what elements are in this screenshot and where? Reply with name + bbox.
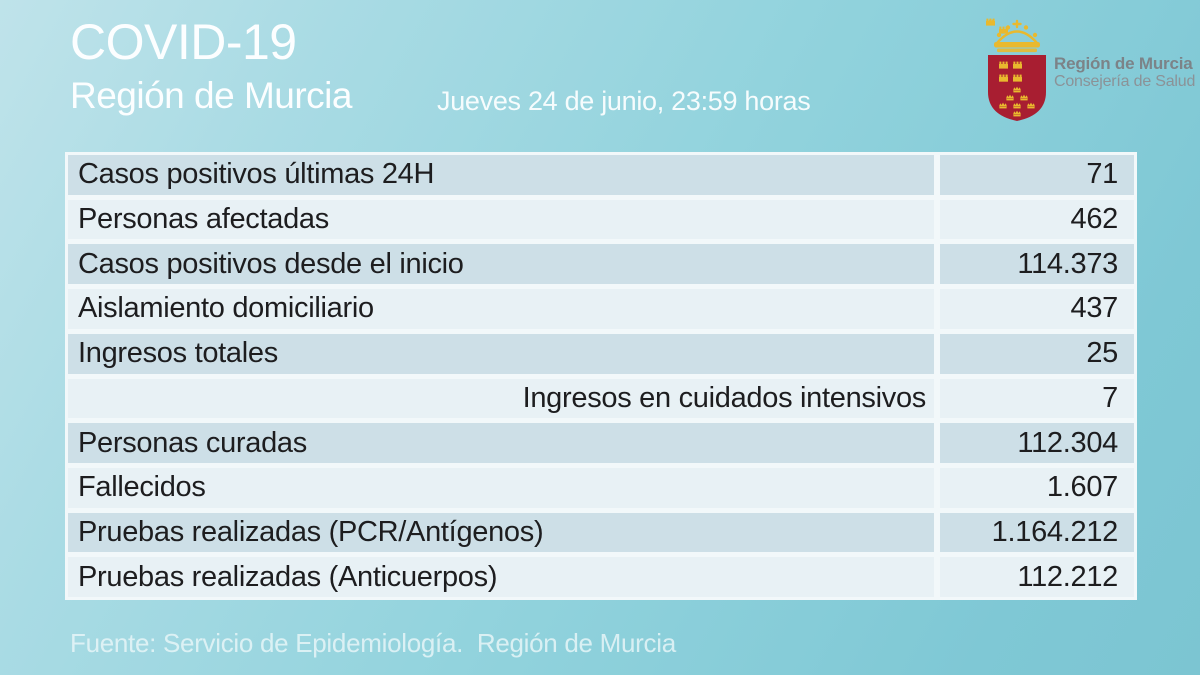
row-label: Casos positivos desde el inicio [68,244,934,284]
row-label: Ingresos en cuidados intensivos [68,379,934,419]
row-value: 114.373 [940,244,1134,284]
page-title: COVID-19 [70,14,297,70]
row-value: 25 [940,334,1134,374]
row-label: Aislamiento domiciliario [68,289,934,329]
row-label: Pruebas realizadas (Anticuerpos) [68,557,934,597]
report-datetime: Jueves 24 de junio, 23:59 horas [437,86,811,116]
region-murcia-logo [986,16,1196,126]
row-value: 7 [940,379,1134,419]
row-label: Ingresos totales [68,334,934,374]
row-value: 437 [940,289,1134,329]
coat-of-arms-icon [986,18,1048,124]
row-label: Personas curadas [68,423,934,463]
logo-org-name: Región de Murcia [1054,54,1193,73]
row-value: 462 [940,200,1134,240]
row-label: Pruebas realizadas (PCR/Antígenos) [68,513,934,553]
logo-dept-name: Consejería de Salud [1054,73,1196,91]
title-block [70,16,352,117]
covid-stats-table [65,152,1137,600]
row-label: Fallecidos [68,468,934,508]
row-value: 71 [940,155,1134,195]
row-label: Casos positivos últimas 24H [68,155,934,195]
logo-text [1054,54,1195,91]
source-note: Fuente: Servicio de Epidemiología. Región de Murcia [70,628,676,658]
row-value: 1.607 [940,468,1134,508]
page-subtitle: Región de Murcia [70,74,352,116]
row-label: Personas afectadas [68,200,934,240]
row-value: 1.164.212 [940,513,1134,553]
row-value: 112.304 [940,423,1134,463]
row-value: 112.212 [940,557,1134,597]
